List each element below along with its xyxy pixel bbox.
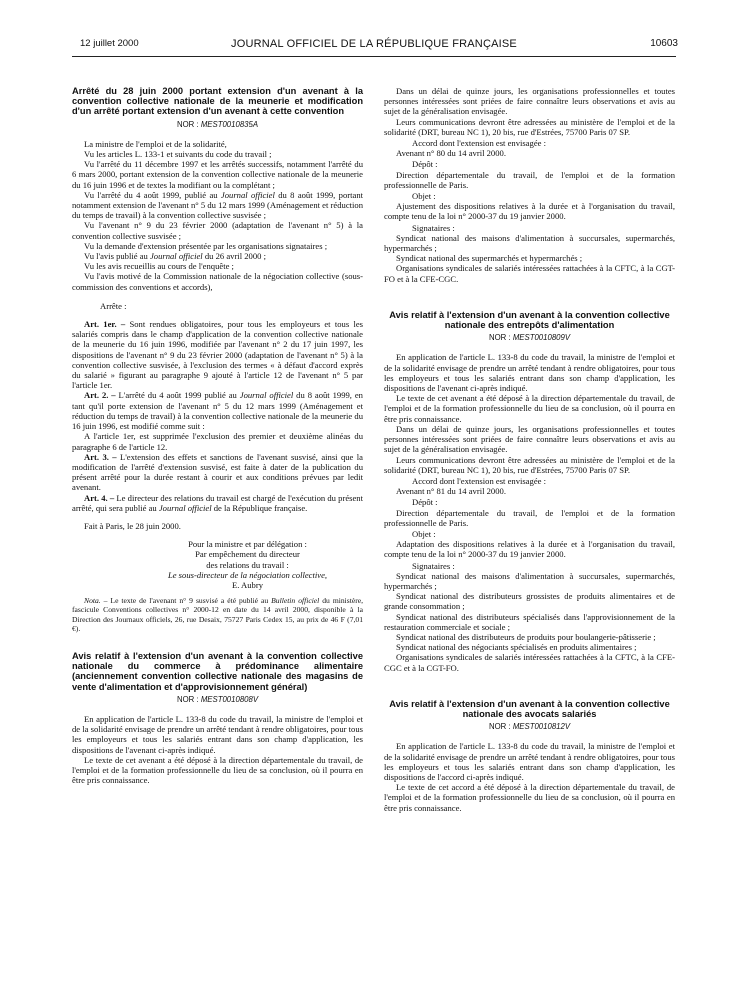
arrete-section [72,86,363,633]
arrete-para [72,251,363,261]
text-run: Le directeur des relations du travail est chargé de l'exécution du présent arrêté, qui sera publié au [72,492,363,513]
avis-nor [384,722,675,732]
avis-para: En application de l'article L. 133-8 du code du travail, la ministre de l'emploi et de la solidarité envisage de prendre un arrêté tendant à rendre obligatoires, pour tous les employeurs et tous les salariés entrant dans son champ d'application, les dispositions de l'avenant ci-après indiqué. [384,352,675,394]
signataires-label: Signataires : [412,222,455,233]
arrete-para: Vu la demande d'extension présentée par les organisations signataires ; [84,240,328,251]
nor-label: NOR : [176,119,199,129]
nor-ref: MEST0010809V [512,333,571,343]
avis-para: En application de l'article L. 133-8 du code du travail, la ministre de l'emploi et de la solidarité envisage de prendre un arrêté tendant à rendre obligatoires, pour tous les employeurs et tous les salariés entrant dans son champ d'application, les dispositions de l'avenant ci-après indiqué. [72,713,363,755]
arrete-title: Arrêté du 28 juin 2000 portant extension d'un avenant à la convention collective nationale de la meunerie et modification d'un arrêté portant extension d'un avenant à cette convention [72,86,363,117]
page-header [0,38,748,52]
accord-label: Accord dont l'extension est envisagée : [412,475,546,486]
signataire-item: Organisations syndicales de salariés intéressées rattachées à la CFTC, à la CGT-FO et à la CFE-CGC. [384,263,675,284]
avis-nor [384,333,675,343]
article-label: Art. 2. – [84,390,116,401]
avis-para: Le texte de cet avenant a été déposé à la direction départementale du travail, de l'emploi et de la formation professionnelle du lieu de sa conclusion, où il pourra en être pris connaissance. [384,393,675,424]
nor-ref: MEST0010835A [200,119,259,129]
signature-line: des relations du travail : [206,559,289,570]
header-rule [72,56,676,57]
article-3 [72,452,363,493]
left-column [72,86,363,785]
text-run: Sont rendues obligatoires, pour tous les employeurs et tous les salariés compris dans le champ d'application de la convention collective nationale de la meunerie du 16 juin 1996, modifiée par l'avenant n° 2 du 17 juin 1997, les dispositions de l'avenant n° 9 du 23 février 2000 (adaptation de l'avenant n° 5) à la convention collective susvisée, à l'exclusion des termes « à défaut d'accord exprès du salarié » figurant au paragraphe 9 ajouté à l'article 12 de l'avenant n° 5 par l'article 1er. [72,319,363,391]
avis-avocats-section [384,699,675,813]
signature-line: Pour la ministre et par délégation : [188,539,307,550]
signataire-item: Syndicat national des maisons d'alimentation à succursales, supermarchés, hypermarchés ; [384,232,675,254]
avis-para: Leurs communications devront être adressées au ministère de l'emploi et de la solidarité (DRT, bureau NC 1), 20 bis, rue d'Estrées, 75700 Paris 07 SP. [384,454,675,475]
right-column [384,86,675,813]
avis-para: Dans un délai de quinze jours, les organisations professionnelles et toutes personnes intéressées sont priées de faire connaître leurs observations et avis au sujet de la généralisation envisagée. [384,86,675,117]
objet-label: Objet : [412,528,436,539]
arrete-para [72,190,363,221]
depot-label: Dépôt : [412,497,438,508]
article-label: Art. 3. – [84,451,117,462]
avis-title: Avis relatif à l'extension d'un avenant à la convention collective nationale du commerce à prédominance alimentaire (anciennement convention collective nationale des magasins de vente d'alimentation et d'approvisionnement général) [72,650,363,692]
objet-label: Objet : [412,191,436,202]
avis-nor [72,695,363,705]
arrete-para: Vu l'avis motivé de la Commission nationale de la négociation collective (sous-commission des conventions et accords), [72,271,363,292]
text-run: du 26 avril 2000 ; [202,251,266,262]
text-run: du 8 août 1999, en tant qu'il porte extension de l'avenant n° 5 du 12 mars 1999 (Aménagement et réduction du temps de travail) à la convention collective nationale de la meunerie du 16 juin 1996, est modifié comme suit : [72,390,363,432]
article-label: Art. 1er. – [84,319,126,330]
signataire-item: Syndicat national des supermarchés et hypermarchés ; [396,253,583,264]
journal-title: JOURNAL OFFICIEL DE LA RÉPUBLIQUE FRANÇAISE [231,38,517,50]
signataire-item: Syndicat national des distributeurs grossistes de produits alimentaires et de grande consommation ; [384,591,675,612]
avis-commerce-section [72,651,363,785]
nota [72,596,363,633]
objet-value: Adaptation des dispositions relatives à la durée et à l'organisation du travail, compte tenu de la loi n° 2000-37 du 19 janvier 2000. [384,539,675,560]
avis-para: En application de l'article L. 133-8 du code du travail, la ministre de l'emploi et de la solidarité envisage de prendre un arrêté tendant à rendre obligatoires, pour tous les employeurs et tous les salariés entrant dans son champ d'application, les dispositions de l'accord ci-après indiqué. [384,741,675,782]
arrete-label: Arrête : [100,300,127,311]
accord-value: Avenant n° 81 du 14 avril 2000. [396,486,506,497]
nor-label: NOR : [488,722,511,732]
article-1 [72,319,363,390]
text-run: L'extension des effets et sanctions de l'avenant susvisé, ainsi que la modification de l'arrêté d'extension susvisé, est faite à dater de la publication du présent arrêté pour la durée restant à courir et aux conditions prévues par ledit avenant. [72,451,363,493]
avis-para: Le texte de cet accord a été déposé à la direction départementale du travail, de l'emploi et de la formation professionnelle du lieu de sa conclusion, où il pourra en être pris connaissance. [384,782,675,813]
depot-label: Dépôt : [412,159,438,170]
text-run-italic: Bulletin officiel [271,596,320,606]
nor-ref: MEST0010812V [512,722,571,732]
avis-para: Leurs communications devront être adressées au ministère de l'emploi et de la solidarité (DRT, bureau NC 1), 20 bis, rue d'Estrées, 75700 Paris 07 SP. [384,116,675,137]
nota-label: Nota. [84,596,101,606]
text-run: L'arrêté du 4 août 1999 publié au [115,390,240,401]
arrete-para: Vu l'arrêté du 11 décembre 1997 et les arrêtés successifs, notamment l'arrêté du 6 mars 2000, portant extension de la convention collective nationale de la meunerie du 16 juin 1996 et de textes la modifiant ou la complétant ; [72,159,363,190]
signataire-item: Syndicat national des distributeurs de produits pour boulangerie-pâtisserie ; [396,631,656,642]
signatory-name: E. Aubry [231,579,264,590]
article-2-cont: A l'article 1er, est supprimée l'exclusion des premier et deuxième alinéas du paragraphe 6 de l'article 12. [72,431,363,452]
arrete-para: Vu l'avenant n° 9 du 23 février 2000 (adaptation de l'avenant n° 5) à la convention collective susvisée ; [72,220,363,241]
avis-para: Le texte de cet avenant a été déposé à la direction départementale du travail, de l'emploi et de la formation professionnelle du lieu de sa conclusion, où il pourra en être pris connaissance. [72,754,363,786]
avis-title: Avis relatif à l'extension d'un avenant à la convention collective nationale des avocats salariés [389,698,670,719]
accord-label: Accord dont l'extension est envisagée : [412,138,546,149]
arrete-para: Vu les avis recueillis au cours de l'enquête ; [84,261,234,272]
avis-title: Avis relatif à l'extension d'un avenant à la convention collective nationale des entrepôts d'alimentation [389,309,670,331]
text-run: de la République française. [211,502,308,513]
issue-date: 12 juillet 2000 [80,38,139,49]
nor-label: NOR : [488,333,511,343]
arrete-para: La ministre de l'emploi et de la solidarité, [84,138,227,149]
arrete-nor [72,120,363,130]
nor-label: NOR : [176,694,199,704]
depot-value: Direction départementale du travail, de l'emploi et de la formation professionnelle de Paris. [384,169,675,190]
objet-value: Ajustement des dispositions relatives à la durée et à l'organisation du travail, compte tenu de la loi n° 2000-37 du 19 janvier 2000. [384,201,675,222]
signature-line: Par empêchement du directeur [195,549,300,560]
signature-title: Le sous-directeur de la négociation collective, [167,569,328,580]
text-run: Vu l'avis publié au [84,251,150,262]
fait-a-paris: Fait à Paris, le 28 juin 2000. [84,520,181,531]
text-run: Vu l'arrêté du 4 août 1999, publié au [84,189,221,200]
text-run-italic: Journal officiel [239,390,294,401]
signataire-item: Syndicat national des distributeurs spécialisés dans l'approvisionnement de la restauration commerciale et sociale ; [384,611,675,632]
avis-para: Dans un délai de quinze jours, les organisations professionnelles et toutes personnes intéressées sont priées de faire connaître leurs observations et avis au sujet de la généralisation envisagée. [384,423,675,455]
avis-commerce-continued [384,86,675,284]
text-run-italic: Journal officiel [220,189,275,200]
signataire-item: Syndicat national des maisons d'alimentation à succursales, supermarchés, hypermarchés ; [384,570,675,591]
depot-value: Direction départementale du travail, de l'emploi et de la formation professionnelle de Paris. [384,507,675,528]
accord-value: Avenant n° 80 du 14 avril 2000. [396,148,506,159]
signataires-label: Signataires : [412,560,455,571]
text-run: – Le texte de l'avenant n° 9 susvisé a été publié au [100,596,272,606]
text-run-italic: Journal officiel [158,502,212,513]
text-run: du ministère, fascicule Conventions collectives n° 2000-12 en date du 14 avril 2000, disponible à la Direction des Journaux officiels, 26, rue Desaix, 75727 Paris Cedex 15, au prix de 46 F (7,01 €). [72,596,363,633]
nor-ref: MEST0010808V [200,694,259,704]
page-number: 10603 [650,38,678,49]
text-run: du 8 août 1999, portant notamment extension de l'avenant n° 5 du 12 mars 1999 (Aménagement et réduction du temps de travail) à la convention collective susvisée ; [72,189,364,221]
signataire-item: Organisations syndicales de salariés intéressées rattachées à la CFTC, à la CFE-CGC et à la CGT-FO. [384,652,675,673]
article-2 [72,390,363,431]
article-4 [72,493,363,513]
arrete-para: Vu les articles L. 133-1 et suivants du code du travail ; [84,149,272,160]
avis-entrepots-section [384,310,675,673]
text-run-italic: Journal officiel [149,251,203,262]
article-label: Art. 4. – [84,492,115,503]
signataire-item: Syndicat national des négociants spécialisés en produits alimentaires ; [396,642,637,653]
